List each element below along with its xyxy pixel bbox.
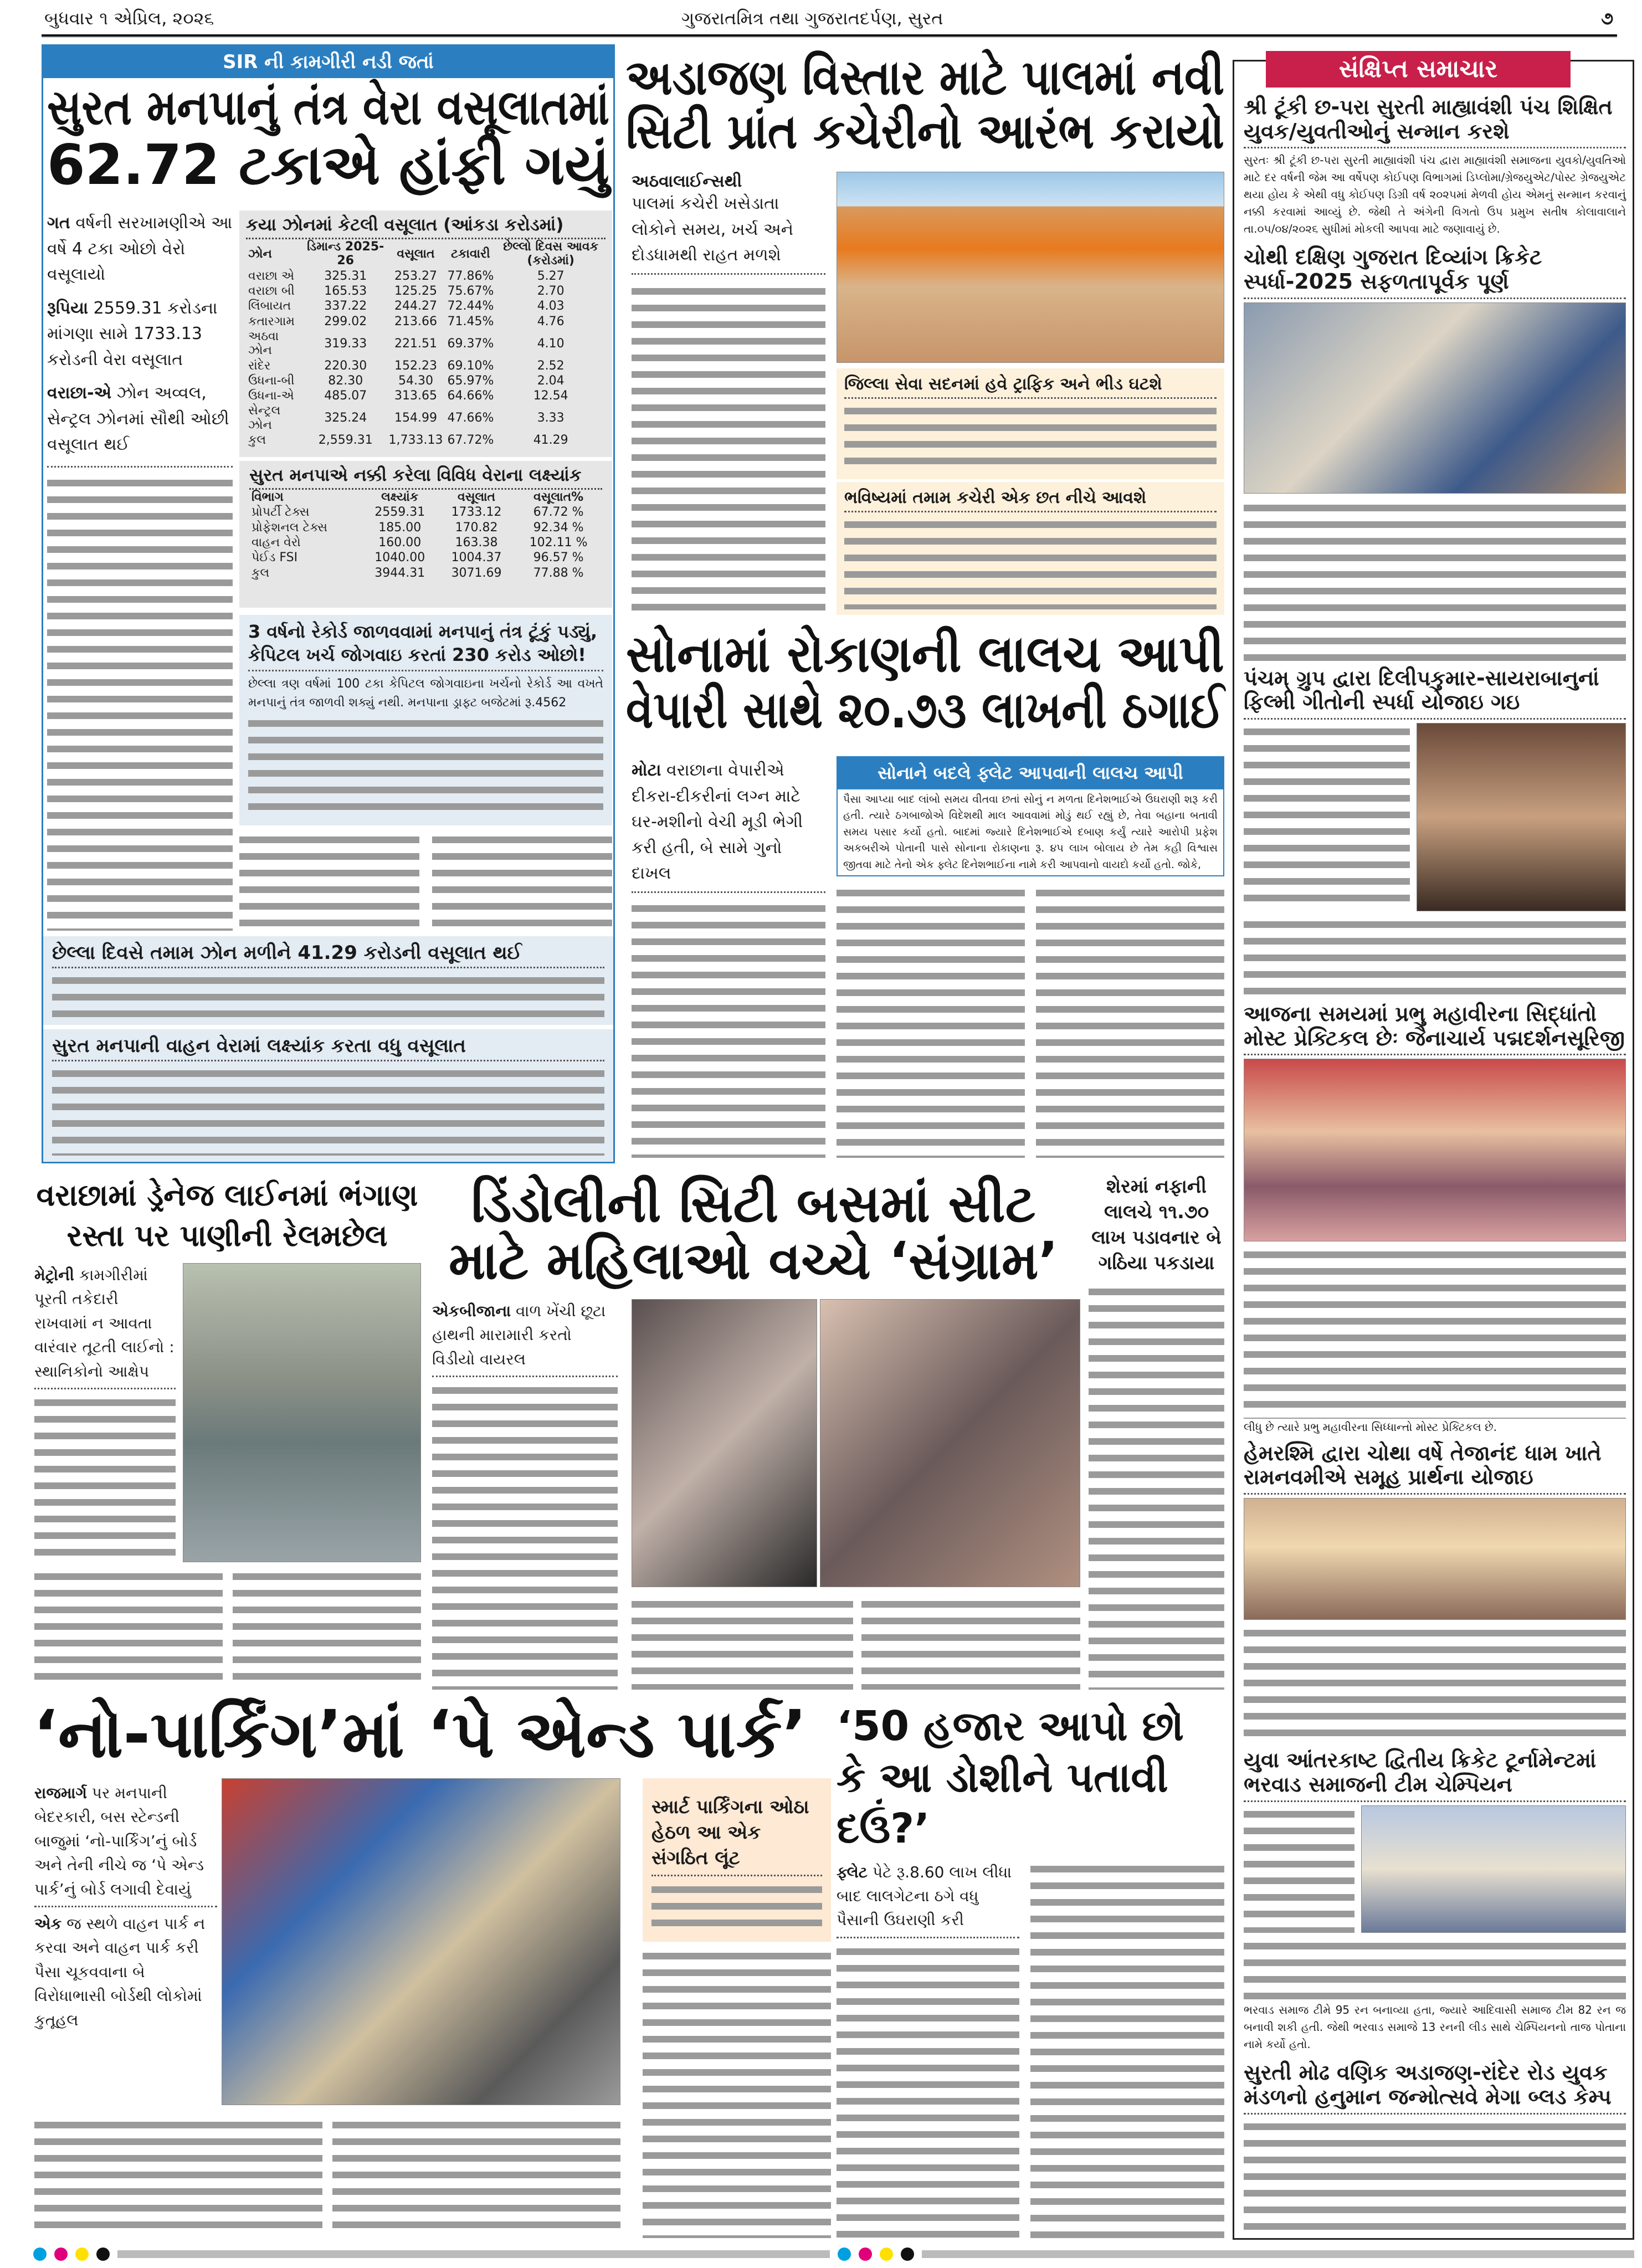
table-cell: 1,733.13 bbox=[388, 433, 443, 448]
table-cell: 244.27 bbox=[394, 299, 437, 314]
parking-deck: રાજમાર્ગ પર મનપાની બેદરકારી, બસ સ્ટેન્ડની બાજુમાં ‘નો-પાર્કિંગ’નું બોર્ડ અને તેની નીચે જ ‘પે એન્ડ પાર્ક’નું બોર્ડ લગાવી દેવાયું એક જ સ્થળે વાહન પાર્ક ન કરવા અને વાહન પાર્ક કરી પૈસા ચૂકવવાના બે વિરોધાભાસી બોર્ડથી લોકોમાં કુતૂહલ bbox=[34, 1781, 217, 2032]
article-body-text bbox=[837, 884, 1025, 1158]
yellow-dot bbox=[75, 2248, 89, 2261]
table-cell: 47.66% bbox=[447, 411, 494, 425]
article-body-text bbox=[34, 1568, 223, 1690]
bus-headline-2: માટે મહિલાઓ વચ્ચે ‘સંગ્રામ’ bbox=[448, 1231, 1059, 1292]
table-cell: 2.70 bbox=[537, 284, 565, 299]
brief-headline: સુરતી મોઢ વણિક અડાજણ-રાંદેર રોડ યુવક મંડળનો હનુમાન જન્મોત્સવે મેગા બ્લડ કેમ્પ bbox=[1244, 2060, 1612, 2109]
tax-headline-1: સુરત મનપાનું તંત્ર વેરા વસૂલાતમાં bbox=[47, 79, 610, 136]
table-cell: 96.57 % bbox=[533, 551, 584, 565]
capital-box-headline: 3 વર્ષનો રેકોર્ડ જાળવવામાં મનપાનું તંત્ર ટૂંકું પડ્યું, કેપિટલ ખર્ચ જોગવાઇ કરતાં 230 કરોડ ઓછો! bbox=[248, 620, 603, 671]
brief-headline: પંચમ્ ગ્રુપ દ્વારા દિલીપકુમાર-સાયરાબાનુનાં ફિલ્મી ગીતોની સ્પર્ધા યોજાઇ ગઇ bbox=[1244, 665, 1599, 715]
table-row bbox=[249, 550, 602, 565]
tax-target-table bbox=[239, 461, 612, 608]
column-header: ઝોન bbox=[248, 247, 272, 261]
tax-highlights bbox=[47, 211, 233, 931]
brief-text: સુરતઃ શ્રી ટૂંકી છ-પરા સુરતી માહ્યાવંશી પંચ દ્વારા માહ્યાવંશી સમાજના યુવકો/યુવતિઓ માટે દર વર્ષની જેમ આ વર્ષેપણ કોઈપણ વિભાગમાં ડિપ્લોમા/ગ્રેજયુએટ/પોસ્ટ ગ્રેજયુએટ થયા હોય કે એથી વધુ કોઈપણ ડિગ્રી વર્ષ ૨૦૨૫માં મેળવી હોય એમનું સન્માન કરવાનું નક્કી કરવામાં આવ્યું છે. જેથી તે અંગેની વિગતો ઉપ પ્રમુખ સતીષ કોલાવાલાને તા.૦૫/૦૪/૨૦૨૬ સુધીમાં મોકલી આપવા માટે જણાવાયું છે. bbox=[1244, 153, 1626, 236]
bus-deck-column bbox=[432, 1299, 618, 1690]
table-row bbox=[246, 403, 606, 433]
table-cell: લિંબાયત bbox=[248, 299, 291, 314]
table-cell: કતારગામ bbox=[248, 314, 295, 329]
article-body-text bbox=[432, 831, 612, 931]
article-body-text bbox=[1036, 884, 1224, 1158]
gold-box-text: પૈસા આપ્યા બાદ લાંબો સમય વીતવા છતાં સોનું ન મળતા દિનેશભાઈએ ઉઘરાણી શરૂ કરી હતી. ત્યારે ઠગબાજોએ વિદેશથી માલ આવવામાં મોડું થઈ રહ્યું છે, તેવા બહાના બતાવી સમય પસાર કર્યો હતો. બાદમાં જ્યારે દિનેશભાઈએ દબાણ કર્યું ત્યારે આરોપી પ્રફેશ અકબરીએ પોતાની પાસે સોનાના રોકાણના રૂ. ૪૫ લાખ બોલાય છે તેમ કહી વિશ્વાસ જીતવા માટે તેનો એક ફ્લેટ દિનેશભાઈના નામે કરી આપવાનો વાયદો કર્યો હતો. જોકે, bbox=[837, 789, 1224, 876]
table-cell: 77.88 % bbox=[533, 566, 584, 580]
tax-kicker: SIR ની કામગીરી નડી જતાં bbox=[43, 46, 613, 78]
adajan-box-traffic bbox=[837, 368, 1224, 479]
table-cell: 3944.31 bbox=[374, 566, 425, 580]
article-body-text bbox=[1244, 916, 1626, 997]
brief-headline: ચોથી દક્ષિણ ગુજરાત દિવ્યાંગ ક્રિકેટ સ્પર્ધા-2025 સફળતાપૂર્વક પૂર્ણ bbox=[1244, 245, 1542, 294]
table-cell: 4.10 bbox=[537, 336, 565, 351]
article-body-text bbox=[1244, 1624, 1626, 1743]
column-header: ડિમાન્ડ 2025-26 bbox=[307, 240, 384, 268]
table-cell: વાહન વેરો bbox=[252, 536, 301, 550]
brief-items bbox=[1244, 95, 1626, 2231]
table-cell: 75.67% bbox=[447, 284, 494, 299]
table-cell: 64.66% bbox=[447, 389, 494, 403]
table-cell: કુલ bbox=[252, 566, 270, 580]
drainage-headline-2: રસ્તા પર પાણીની રેલમછેલ bbox=[66, 1218, 388, 1253]
table-row bbox=[246, 433, 606, 448]
table-cell: 67.72 % bbox=[533, 505, 584, 520]
table-cell: 325.24 bbox=[324, 411, 367, 425]
drainage-headline bbox=[33, 1176, 421, 1259]
table-cell: 4.03 bbox=[537, 299, 565, 314]
gold-box-title: સોનાને બદલે ફ્લેટ આપવાની લાલચ આપી bbox=[837, 756, 1224, 789]
table-cell: 170.82 bbox=[455, 520, 498, 535]
brief-headline: શ્રી ટૂંકી છ-પરા સુરતી માહ્યાવંશી પંચ શિક્ષિત યુવક/યુવતીઓનું સન્માન કરશે bbox=[1244, 95, 1613, 143]
table-cell: 67.72% bbox=[447, 433, 494, 448]
article-body-text bbox=[1244, 1805, 1354, 1933]
table-cell: સેન્ટ્રલ ઝોન bbox=[248, 404, 281, 432]
table-cell: 12.54 bbox=[533, 389, 568, 403]
article-body-text bbox=[233, 1568, 421, 1690]
table-row bbox=[246, 269, 606, 284]
adajan-box-future bbox=[837, 482, 1224, 615]
article-body-text bbox=[837, 1943, 1019, 2238]
prant-office-building-photo bbox=[837, 172, 1224, 363]
table-cell: 220.30 bbox=[324, 358, 367, 373]
smart-parking-box-title: સ્માર્ટ પાર્કિંગના ઓઠા હેઠળ આ એક સંગઠિત લૂંટ bbox=[651, 1795, 822, 1876]
page-number: ૭ bbox=[1601, 8, 1614, 29]
tax-headline-2: 62.72 ટકાએ હાંફી ગયું bbox=[47, 132, 610, 197]
table-cell: 102.11 % bbox=[529, 536, 588, 550]
drainage-deck: મેટ્રોની કામગીરીમાં પૂરતી તકેદારી રાખવામાં ન આવતા વારંવાર તૂટતી લાઈનો : સ્થાનિકોનો આક્ષેપ bbox=[34, 1266, 175, 1381]
table-cell: રાંદેર bbox=[248, 358, 271, 373]
smart-parking-box bbox=[643, 1778, 831, 1942]
extortion-headline: ‘50 હજાર આપો છો કે આ ડોશીને પતાવી દઉં?’ bbox=[837, 1702, 1184, 1853]
table-cell: 319.33 bbox=[324, 336, 367, 351]
extortion-story bbox=[837, 1701, 1224, 2238]
table-cell: 221.51 bbox=[394, 336, 437, 351]
last-day-headline: છેલ્લા દિવસે તમામ ઝોન મળીને 41.29 કરોડની વસૂલાત થઈ bbox=[52, 942, 604, 968]
table-row bbox=[246, 358, 606, 373]
table-cell: 325.31 bbox=[324, 269, 367, 283]
brief-news-title: સંક્ષિપ્ત સમાચાર bbox=[1266, 51, 1571, 88]
gold-deck: મોટા વરાછાના વેપારીએ દીકરા-દીકરીનાં લગ્ન માટે ઘર-મશીનો વેચી મૂડી ભેગી કરી હતી, બે સામે ગુનો દાખલ bbox=[632, 761, 803, 883]
table-cell: ઉધના-એ bbox=[248, 389, 294, 403]
article-body-text bbox=[1244, 2118, 1626, 2231]
bus-headline-1: ડિંડોલીની સિટી બસમાં સીટ bbox=[471, 1174, 1036, 1234]
share-fraud-story bbox=[1089, 1174, 1224, 1690]
adajan-headline-1: અડાજણ વિસ્તાર માટે પાલમાં નવી bbox=[626, 49, 1225, 106]
cricket-team-photo bbox=[1244, 302, 1626, 494]
table-cell: 3071.69 bbox=[451, 566, 502, 580]
table-cell: 185.00 bbox=[378, 520, 422, 535]
table-cell: 1040.00 bbox=[374, 551, 425, 565]
column-header: વસૂલાત% bbox=[533, 490, 584, 505]
table-cell: 213.66 bbox=[394, 314, 437, 329]
column-header: લક્ષ્યાંક bbox=[381, 490, 419, 505]
bus-fight-photo-1 bbox=[632, 1299, 817, 1587]
adajan-box-traffic-title: જિલ્લા સેવા સદનમાં હવે ટ્રાફિક અને ભીડ ઘટશે bbox=[844, 374, 1217, 399]
table-cell: 2.04 bbox=[537, 373, 565, 388]
table-cell: વરાછા એ bbox=[248, 269, 295, 283]
adajan-deck bbox=[632, 172, 825, 615]
drainage-deck-column bbox=[34, 1263, 176, 1562]
table-cell: 337.22 bbox=[324, 299, 367, 314]
article-body-text bbox=[34, 2116, 322, 2238]
vehicle-tax-box bbox=[43, 1029, 613, 1161]
black-dot bbox=[96, 2248, 110, 2261]
adajan-headline-2: સિટી પ્રાંત કચેરીનો આરંભ કરાયો bbox=[626, 102, 1225, 160]
article-body-text bbox=[47, 474, 233, 931]
table-cell: 71.45% bbox=[447, 314, 494, 329]
jain-sermon-photo bbox=[1244, 1059, 1626, 1241]
table-cell: 253.27 bbox=[394, 269, 437, 283]
extortion-deck: ફ્લેટ પેટે રૂ.8.60 લાખ લીધા બાદ લાલગેટના ઠગે વધુ પૈસાની ઉઘરાણી કરી bbox=[837, 1862, 1012, 1930]
table-cell: 2559.31 bbox=[374, 505, 425, 520]
table-row bbox=[246, 299, 606, 314]
article-body-text bbox=[239, 831, 419, 931]
article-body-text bbox=[1244, 1246, 1626, 1418]
gold-headline-2: વેપારી સાથે ૨૦.૭૩ લાખની ઠગાઈ bbox=[626, 680, 1224, 740]
table-cell: 163.38 bbox=[455, 536, 498, 550]
highlight: ગત વર્ષની સરખામણીએ આ વર્ષે 4 ટકા ઓછો વેરો વસૂલાયો bbox=[47, 213, 233, 284]
table-cell: 1004.37 bbox=[451, 551, 502, 565]
table-row bbox=[246, 314, 606, 329]
table-cell: 154.99 bbox=[394, 411, 437, 425]
ramnavami-prayer-photo bbox=[1244, 1498, 1626, 1620]
table-cell: 92.34 % bbox=[533, 520, 584, 535]
issue-date: બુધવાર ૧ એપ્રિલ, ૨૦૨૬ bbox=[44, 8, 214, 29]
brief-text: ભરવાડ સમાજ ટીમે 95 રન બનાવ્યા હતા, જ્યારે આદિવાસી સમાજ ટીમ 82 રન જ બનાવી શકી હતી. જેથી ભરવાડ સમાજે 13 રનની લીડ સાથે ચેમ્પિયનનો તાજ પોતાના નામે કર્યો હતો. bbox=[1244, 2003, 1626, 2051]
table-cell: ઉધના-બી bbox=[248, 373, 295, 388]
table-cell: 69.37% bbox=[447, 336, 494, 351]
zone-table-title: કયા ઝોનમાં કેટલી વસૂલાત (આંકડા કરોડમાં) bbox=[246, 215, 606, 239]
article-body-text bbox=[1244, 1937, 1626, 2002]
article-body-text bbox=[632, 283, 825, 615]
header-rule bbox=[42, 34, 1617, 38]
table-row bbox=[249, 535, 602, 550]
article-body-text bbox=[632, 1595, 853, 1690]
capital-box-text: છેલ્લા ત્રણ વર્ષમાં 100 ટકા કેપિટલ જોગવાઇના ખર્ચનો રેકોર્ડ આ વખતે મનપાનું તંત્ર જાળવી શક્યું નથી. મનપાના ડ્રાફ્ટ બજેટમાં રૂ.4562 bbox=[248, 677, 603, 710]
adajan-deck-text: પાલમાં કચેરી ખસેડાતા લોકોને સમય, ખર્ચ અને દોડધામથી રાહત મળશે bbox=[632, 194, 794, 265]
column-header: છેલ્લો દિવસ આવક (કરોડમાં) bbox=[503, 240, 599, 268]
highlight: રૂપિયા 2559.31 કરોડના માંગણા સામે 1733.13 કરોડની વેરા વસૂલાત bbox=[47, 298, 218, 370]
brief-headline: આજના સમયમાં પ્રભુ મહાવીરના સિદ્ધાંતો મોસ્ટ પ્રેક્ટિકલ છેઃ જૈનાચાર્ય પદ્મદર્શનસૂરિજી bbox=[1244, 1001, 1625, 1050]
adajan-box-future-title: ભવિષ્યમાં તમામ કચેરી એક છત નીચે આવશે bbox=[844, 488, 1217, 512]
parking-headline: ‘નો-પાર્કિંગ’માં ‘પે એન્ડ પાર્ક’ bbox=[33, 1696, 807, 1772]
article-body-text bbox=[1244, 499, 1626, 661]
article-body-text bbox=[34, 1394, 176, 1562]
parking-headline-wrap bbox=[33, 1696, 831, 1776]
table-cell: વરાછા બી bbox=[248, 284, 295, 299]
article-body-text bbox=[1089, 1283, 1224, 1690]
bus-fight-photo-2 bbox=[820, 1299, 1080, 1587]
table-cell: 160.00 bbox=[378, 536, 422, 550]
gold-headline bbox=[626, 626, 1224, 751]
tax-headline bbox=[47, 81, 609, 207]
table-row bbox=[249, 566, 602, 581]
masthead: ગુજરાતમિત્ર તથા ગુજરાતદર્પણ, સુરત bbox=[681, 8, 943, 29]
column-header: વસૂલાત bbox=[457, 490, 496, 505]
article-body-text bbox=[432, 1382, 618, 1690]
table-row bbox=[249, 505, 602, 520]
cricket-trophy-photo bbox=[1361, 1805, 1626, 1933]
magenta-dot bbox=[54, 2248, 68, 2261]
table-cell: 65.97% bbox=[447, 373, 494, 388]
cyan-dot bbox=[33, 2248, 47, 2261]
adajan-headline bbox=[626, 51, 1224, 167]
table-cell: 313.65 bbox=[394, 389, 437, 403]
table-row bbox=[246, 373, 606, 388]
smart-parking-column bbox=[643, 1778, 831, 2238]
table-row bbox=[249, 520, 602, 535]
vehicle-tax-headline: સુરત મનપાની વાહન વેરામાં લક્ષ્યાંક કરતા વધુ વસૂલાત bbox=[52, 1035, 604, 1061]
share-fraud-headline: શેરમાં નફાની લાલચે ૧૧.૭૦ લાખ પડાવનાર બે ગઠિયા પકડાયા bbox=[1091, 1176, 1222, 1274]
table-cell: 82.30 bbox=[328, 373, 363, 388]
table-cell: 485.07 bbox=[324, 389, 367, 403]
dateline: અઠવાલાઈન્સથી bbox=[632, 172, 742, 191]
table-cell: 5.27 bbox=[537, 269, 565, 283]
table-row bbox=[246, 388, 606, 403]
article-body-text bbox=[332, 2116, 620, 2238]
waterlogged-road-photo bbox=[183, 1263, 421, 1562]
article-body-text bbox=[632, 900, 825, 1158]
table-cell: 72.44% bbox=[447, 299, 494, 314]
table-cell: પ્રોફેશનલ ટેક્સ bbox=[252, 520, 327, 535]
singing-competition-photo bbox=[1417, 723, 1626, 911]
table-cell: 4.76 bbox=[537, 314, 565, 329]
table-cell: 41.29 bbox=[533, 433, 568, 448]
capital-expense-box bbox=[239, 615, 612, 825]
table-cell: 1733.12 bbox=[451, 505, 502, 520]
column-header: ટકાવારી bbox=[451, 247, 490, 261]
table-cell: 77.86% bbox=[447, 269, 494, 283]
brief-headline: હેમરશ્મિ દ્વારા ચોથા વર્ષે તેજાનંદ ધામ ખાતે રામનવમીએ સમૂહ પ્રાર્થના યોજાઇ bbox=[1244, 1440, 1602, 1490]
no-parking-board-photo bbox=[222, 1778, 620, 2105]
gold-left-column bbox=[632, 758, 825, 1158]
gold-right-column bbox=[837, 756, 1224, 1158]
table-cell: કુલ bbox=[248, 433, 266, 448]
table-cell: 54.30 bbox=[398, 373, 433, 388]
last-day-box bbox=[43, 936, 613, 1025]
table-cell: 165.53 bbox=[324, 284, 367, 299]
article-body-text bbox=[1244, 723, 1410, 911]
table-row bbox=[246, 284, 606, 299]
gold-headline-1: સોનામાં રોકાણની લાલચ આપી bbox=[626, 624, 1224, 684]
table-cell: 152.23 bbox=[394, 358, 437, 373]
brief-text: લીધુ છે ત્યારે પ્રભુ મહાવીરના સિધ્ધાન્તો મોસ્ટ પ્રેક્ટિકલ છે. bbox=[1244, 1420, 1497, 1434]
table-cell: પેઈડ FSI bbox=[252, 551, 298, 565]
article-body-text bbox=[861, 1595, 1080, 1690]
table-cell: 299.02 bbox=[324, 314, 367, 329]
bus-headline bbox=[429, 1176, 1077, 1295]
table-cell: 2.52 bbox=[537, 358, 565, 373]
brief-headline: યુવા આંતરકાષ્ટ દ્વિતીય ક્રિકેટ ટૂર્નામેન્ટમાં ભરવાડ સમાજની ટીમ ચેમ્પિયન bbox=[1244, 1748, 1597, 1797]
article-body-text bbox=[643, 1947, 831, 2238]
target-table-title: સુરત મનપાએ નક્કી કરેલા વિવિધ વેરાના લક્ષ્યાંક bbox=[249, 465, 602, 490]
table-row bbox=[246, 329, 606, 358]
table-cell: પ્રોપર્ટી ટેક્સ bbox=[252, 505, 310, 520]
bus-deck: એકબીજાના વાળ ખેંચી છૂટા હાથની મારામારી કરતો વિડીયો વાયરલ bbox=[432, 1302, 606, 1368]
highlight: વરાછા-એ ઝોન અવ્વલ, સેન્ટ્રલ ઝોનમાં સૌથી ઓછી વસૂલાત થઈ bbox=[47, 383, 229, 454]
column-header: વસૂલાત bbox=[397, 247, 435, 261]
table-cell: અઠવા ઝોન bbox=[248, 329, 279, 358]
table-cell: 2,559.31 bbox=[318, 433, 373, 448]
table-cell: 3.33 bbox=[537, 411, 565, 425]
zone-collection-table bbox=[239, 211, 612, 457]
table-cell: 69.10% bbox=[447, 358, 494, 373]
print-registration-strip bbox=[33, 2246, 1634, 2262]
column-header: વિભાગ bbox=[252, 490, 284, 505]
article-body-text bbox=[1030, 1860, 1224, 2239]
table-cell: 125.25 bbox=[394, 284, 437, 299]
drainage-headline-1: વરાછામાં ડ્રેનેજ લાઈનમાં ભંગાણ bbox=[36, 1178, 418, 1213]
